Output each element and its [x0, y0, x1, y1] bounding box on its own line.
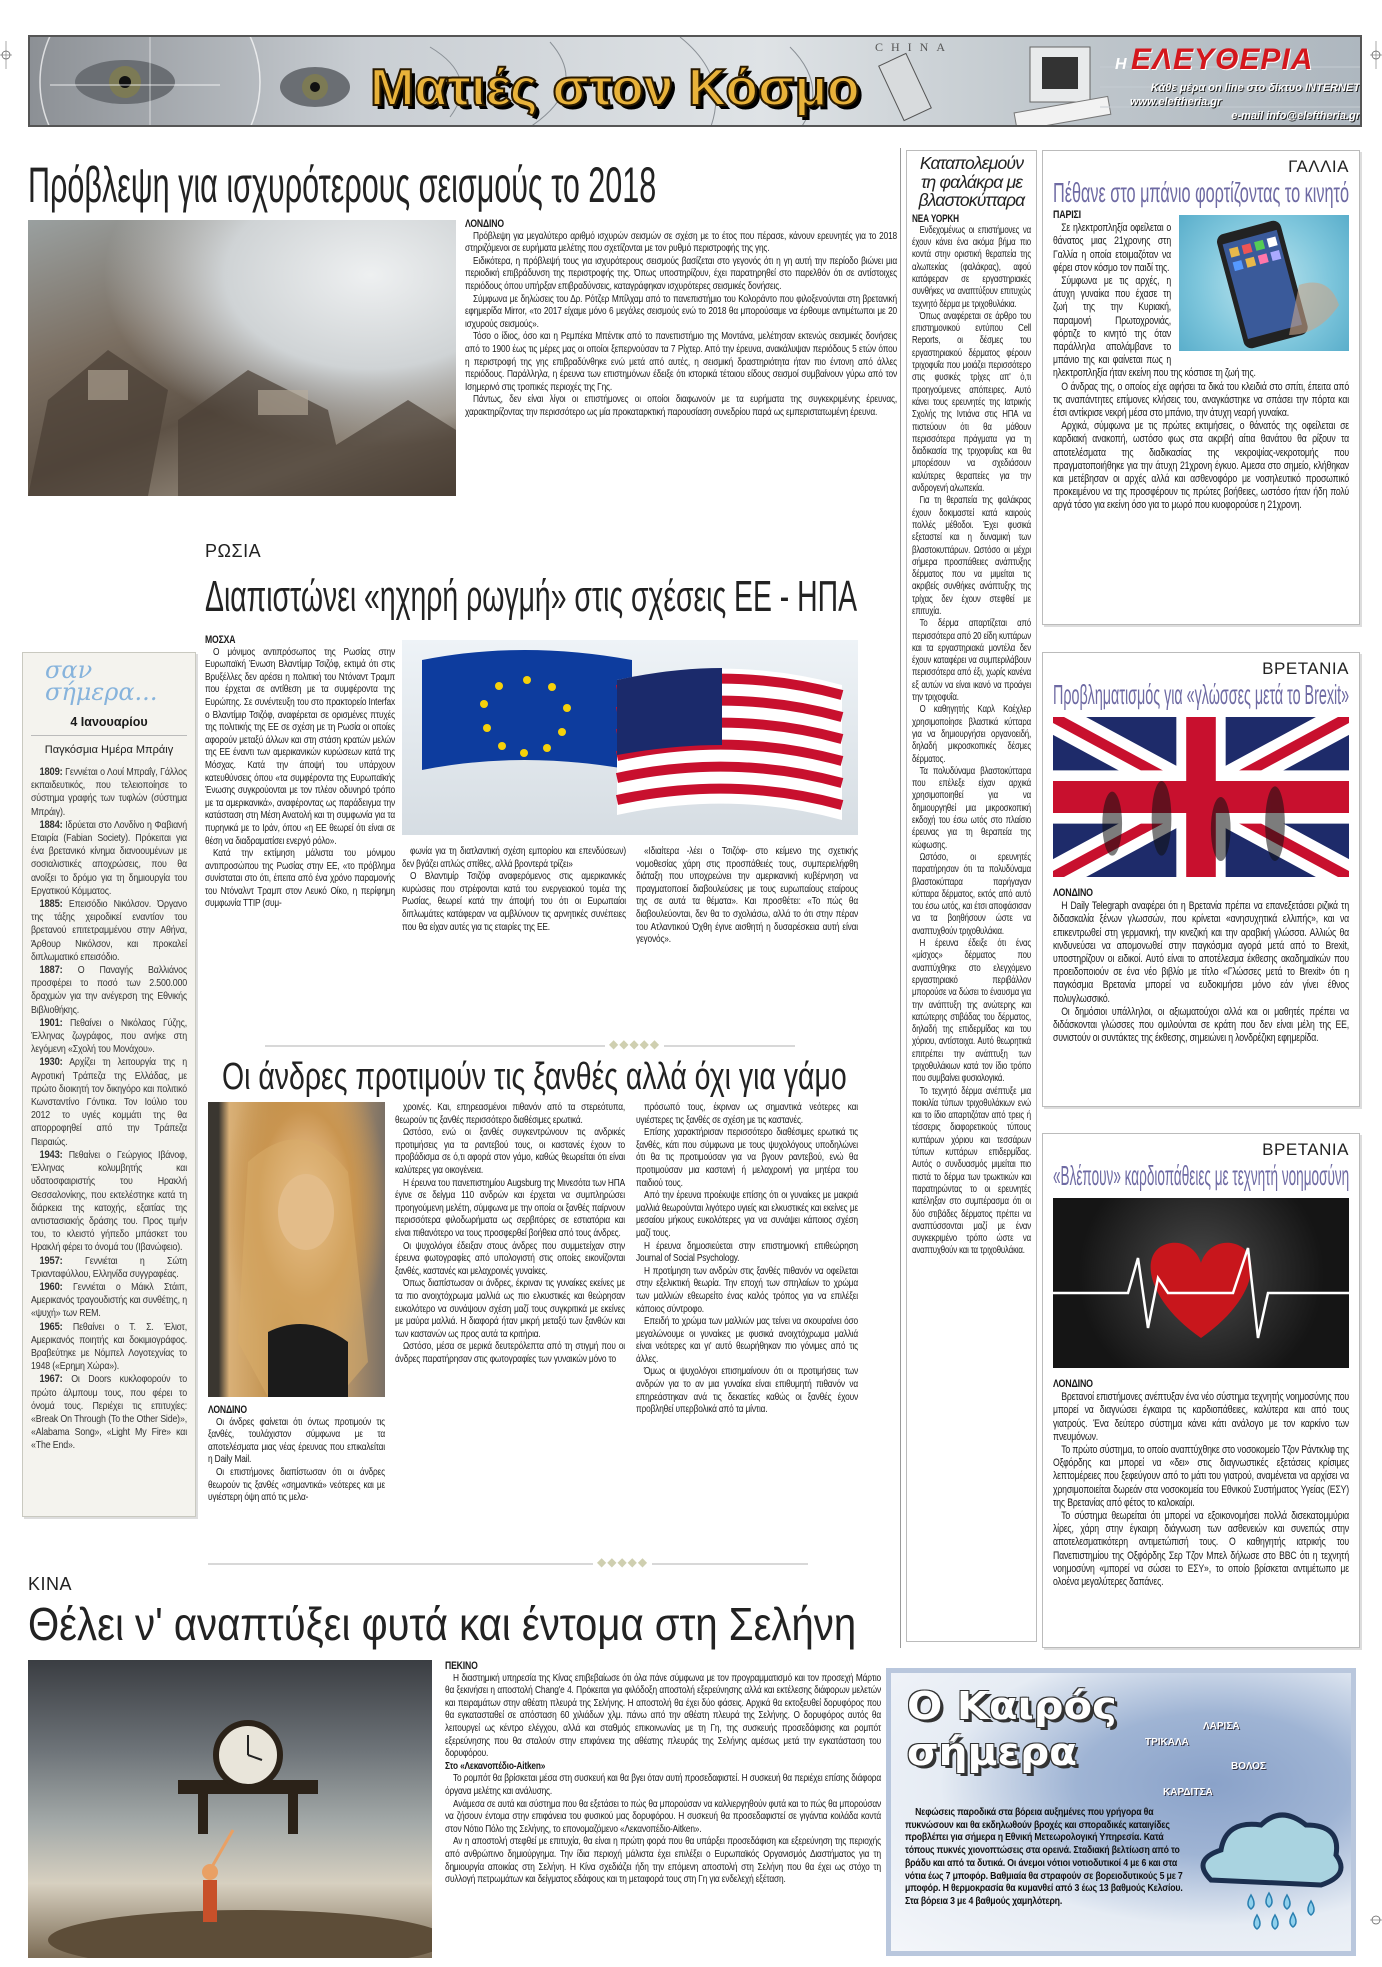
dateline: ΛΟΝΔΙΝΟ [465, 218, 504, 230]
paragraph: Η έρευνα του πανεπιστημίου Augsburg της Μινεσότα των ΗΠΑ έγινε σε δείγμα 110 ανδρών και έρχεται να συμπληρώσει προηγούμενη μελέτη, σύμφωνα με την οποία οι ξανθές παίρνουν περισσότερα φιλοδωρήματα ως σερβιτόρες σε εστιατόρια και είναι πιθανότερο να τους προσφερθεί βοήθεια από τους άνδρες. [395, 1177, 625, 1239]
russia-body-col3 [636, 846, 858, 947]
dateline: ΠΕΚΙΝΟ [445, 1660, 478, 1672]
registration-mark [1370, 35, 1382, 75]
email-link[interactable]: e-mail info@eleftheria.gr [1231, 110, 1360, 122]
section-divider: ◆◆◆◆◆ [265, 1045, 795, 1047]
paragraph: Οι άνδρες φαίνεται ότι όντως προτιμούν τις ξανθές, τουλάχιστον σύμφωνα με τα αποτελέσματα μιας νέας έρευνας που επικαλείται η Daily Mail. [208, 1416, 385, 1466]
paragraph: Από την έρευνα προέκυψε επίσης ότι οι γυναίκες με μακριά μαλλιά θεωρούνται λιγότερο υγιείς και ελκυστικές και εκείνες με μεσαίου μήκους ευκολότερες για να συνάψει κάποιος σχέση μαζί τους. [636, 1190, 858, 1239]
entry-text: Πεθαίνει ο Γεώργιος Ιβάνοφ, Έλληνας κολυμβητής και υδατοσφαιριστής του Ηρακλή Θεσσαλονίκης, που εκτελέστηκε κατά τη διάρκεια της κατοχής, εξαιτίας της αντιστασιακής δράσης του. Προς τιμήν του, το κλειστό γήπεδο μπάσκετ του Ηρακλή φέρει το όνομά του (Ιβανώφειο). [31, 1149, 188, 1254]
on-this-day-entry [31, 1281, 187, 1321]
paragraph: Τα πολυδύναμα βλαστοκύτταρα που επέλεξε είχαν αρχικά χρησιμοποιηθεί για να δημιουργηθεί μια μικροσκοπική εκδοχή του έσω ωτός στο πλαίσιο έρευνας για τη θεραπεία της κώφωσης. [912, 765, 1031, 851]
paragraph: Το πρώτο σύστημα, το οποίο αναπτύχθηκε στο νοσοκομείο Τζον Ράντκλιφ της Οξφόρδης και μπορεί να «δει» στις διαγνωστικές εξετάσεις κρίσιμες λεπτομέρειες που ξεφεύγουν από το μάτι του γιατρού, αναμένεται να αρχίσει να χρησιμοποιείται δωρεάν στα νοσοκομεία του Εθνικού Συστήματος Υγείας (ΕΣΥ) της Βρετανίας από φέτος το καλοκαίρι. [1053, 1444, 1349, 1509]
text-column [395, 1102, 625, 1366]
brexit-body [1053, 887, 1349, 1045]
paragraph: Το ρομπότ θα βρίσκεται μέσα στη συσκευή και θα βγει όταν αυτή προσεδαφιστεί. Η συσκευή θα περιέχει επίσης διάφορα όργανα μελέτης και ανάλυσης. [445, 1773, 881, 1797]
country-label: ΓΑΛΛΙΑ [1288, 157, 1349, 176]
paragraph: Η προτίμηση των ανδρών στις ξανθές πιθανόν να οφείλεται στην εξελικτική θεωρία. Την εποχή των σπηλαίων το χρώμα των μαλλιών εθεωρείτο ένας καλός τρόπος για να επιλέξει κάποιος σύντροφο. [636, 1265, 858, 1315]
paragraph: Σε ηλεκτροπληξία οφείλεται ο θάνατος μιας 21χρονης στη Γαλλία η οποία ετοιμαζόταν να φέρει στον κόσμο τον παιδί της. [1053, 222, 1172, 274]
paragraph: Τόσο ο ίδιος, όσο και η Ρεμπέκα Μπέντικ από το πανεπιστήμιο της Μοντάνα, μελέτησαν εκτενώς σεισμικές δονήσεις από το 1900 έως τις μέρες μας οι οποίοι ξεπερνούσαν τα 7 Ρίχτερ. Από την έρευνα, ανακάλυψαν περιόδους 5 ετών όπου η περιστροφή της γης επιβραδύνθηκε ενώ μετά από αυτές, η σεισμική δραστηριότητα ήταν πιο έντονη από άλλες περιόδους. Παράλληλα, η έρευνα των επιστημόνων έδειξε ότι ιστορικά τέτοιου είδους σεισμοί συμβαίνουν γύρω από τον Ισημερινό στις τροπικές περιοχές της Γης. [465, 331, 897, 393]
quake-body [465, 218, 897, 420]
on-this-day-entry [31, 1373, 187, 1452]
entry-text: Ιδρύεται στο Λονδίνο η Φαβιανή Εταιρία (Fabian Society). Πρόκειται για ένα βρετανικό κίνημα διανοουμένων με σοσιαλιστικές αποχρώσεις, που θα ανοίξει το δρόμο για τη δημιουργία του Εργατικού Κόμματος. [31, 819, 188, 897]
moon-clock-photo [28, 1660, 432, 1958]
text-column [636, 846, 858, 947]
brexit-article [1042, 652, 1360, 1107]
world-day: Παγκόσμια Ημέρα Μπράιγ [44, 744, 174, 756]
russia-body-col2 [402, 846, 626, 934]
entry-year: 1809: [39, 766, 63, 778]
baldness-article [906, 150, 1037, 1642]
entry-year: 1960: [39, 1280, 63, 1293]
weather-forecast: Νεφώσεις παροδικά στα βόρεια αυξημένες που γρήγορα θα πυκνώσουν και θα εκδηλωθούν βροχές και σποραδικές καταιγίδες προβλέπει για σήμερα η Εθνική Μετεωρολογική Υπηρεσία. Κατά τόπους πυκνές χιονοπτώσεις στα ορεινά. Σταδιακή βελτίωση από το βράδυ και από τα δυτικά. Οι άνεμοι νότιοι νοτιοδυτικοί 4 με 6 και στα νότια έως 7 μποφόρ. Βαθμιαία θα στραφούν σε βορειοδυτικούς 5 με 7 μποφόρ. Η θερμοκρασία θα κυμανθεί από 3 έως 13 βαθμούς Κελσίου. Στα βόρεια 3 με 4 βαθμούς χαμηλότερη. [905, 1807, 1183, 1907]
entry-text: Οι Doors κυκλοφορούν το πρώτο άλμπουμ τους, που φέρει το όνομά τους. Περιέχει τις επιτυχίες: «Break On Through (To the Other Side)», «Alabama Song», «Light My Fire» και «The End». [31, 1374, 187, 1452]
entry-text: Γεννιέται ο Μάικλ Στάιπ, Αμερικανός τραγουδιστής και συνθέτης, η «ψυχή» των REM. [31, 1281, 188, 1320]
paragraph: Το σύστημα θεωρείται ότι μπορεί να εξοικονομήσει πολλά δισεκατομμύρια λίρες, χάρη στην έγκαιρη διάγνωση των ασθενειών και συνεπώς στην αποτελεσματικότερη αντιμετώπισή τους. Ο καθηγητής ιατρικής του Πανεπιστημίου της Οξφόρδης Σερ Τζον Μπελ δήλωσε στο BBC ότι η τεχνητή νοημοσύνη «μπορεί να σώσει το ΕΣΥ», το οποίο βρίσκεται αντιμέτωπο με ολοένα μεγαλύτερες δαπάνες. [1053, 1510, 1349, 1589]
paragraph: Ο άνδρας της, ο οποίος είχε αφήσει τα δικά του κλειδιά στο σπίτι, έπειτα από τις αναπάντητες επίμονες κλήσεις του, αναγκάστηκε να σπάσει την πόρτα και έτσι αντίκρισε νεκρή μέσα στο μπάνιο, την άτυχη νεαρή γυναίκα. [1053, 380, 1349, 420]
paragraph: φωνία για τη διατλαντική σχέση εμπορίου και επενδύσεων) δεν βγάζει απλώς σπίθες, αλλά βροντερά τρίζει» [402, 846, 626, 870]
paragraph: Η έρευνα έδειξε ότι ένας «μίσχος» δέρματος που αναπτύχθηκε στο ελεγχόμενο εργαστηριακό περιβάλλον μπορούσε να δώσει το έναυσμα για την ανάπτυξη της ανώτερης και κατώτερης στιβάδας του δέρματος, δηλαδή της επιδερμίδας και του χόριου, αντίστοιχα. Αυτό θεωρητικά επιτρέπει την ανάπτυξη των τριχοθυλάκιων κατά τον ίδιο τρόπο που συμβαίνει φυσιολογικά. [912, 938, 1031, 1085]
russia-body-col1 [205, 634, 395, 911]
heart-headline: «Βλέπουν» καρδιοπάθειες με τεχνητή νοημοσύνη [1053, 1160, 1350, 1191]
section-title: Ματιές στον Κόσμο [370, 59, 860, 117]
weather-title: Ο Καιρός σήμερα [907, 1684, 1117, 1774]
paragraph: Βρετανοί επιστήμονες ανέπτυξαν ένα νέο σύστημα τεχνητής νοημοσύνης που μπορεί να διαγνώσει έγκαιρα τις καρδιοπάθειες, καλύτερα και από τους γιατρούς. Ένα δεύτερο σύστημα κάνει κάτι ανάλογο με τον καρκίνο των πνευμόνων. [1053, 1391, 1349, 1443]
city-label: ΚΑΡΔΙΤΣΑ [1163, 1787, 1213, 1798]
text-column [1053, 1378, 1349, 1589]
entry-text: Γεννιέται ο Λουί Μπραΐγ, Γάλλος εκπαιδευτικός, που τελειοποίησε το σύστημα γραφής των τυφλών (σύστημα Μπράιγ). [31, 767, 188, 818]
paragraph: Ειδικότερα, η πρόβλεψή τους για ισχυρότερους σεισμούς βασίζεται στο γεγονός ότι η γη αυτή την περίοδο βιώνει μια περιοδική επιβράδυνση της περιστροφής της. Όπως υποστηρίζουν, έχει παρατηρηθεί στο παρελθόν ότι σε αντίστοιχες περιόδους όπου υπήρξαν επιβραδύνσεις, καταγράφηκαν ισχυρότερες σεισμικές δονήσεις. [465, 255, 897, 292]
paragraph: Αρχικά, σύμφωνα με τις πρώτες εκτιμήσεις, ο θάνατός της οφείλεται σε καρδιακή ανακοπή, ωστόσο φως στα ακριβή αίτια θανάτου θα ρίξουν τα αποτελέσματα της διαδικασίας της νεκροψίας-νεκροτομής που πραγματοποιήθηκε για την άτυχη 21χρονη έγκυο. Αμεσα στο σημείο, κλήθηκαν και μετέβησαν οι αρχές αλλά και ασθενοφόρο με νοσηλευτικό προσωπικό προκειμένου να της προσφέρουν τις πρώτες βοήθειες, ωστόσο ήταν ήδη πολύ αργά τόσο για εκείνη όσο για το μωρό που κυοφορούσε η 21χρονη. [1053, 420, 1349, 512]
tagline: Κάθε μέρα on line στο δίκτυο INTERNET [1150, 82, 1360, 94]
text-column [445, 1660, 881, 1887]
entry-text: Ο Παναγής Βαλλιάνος προσφέρει το ποσό των 2.500.000 δραχμών για την ανέγερση της Εθνικής Βιβλιοθήκης. [31, 965, 187, 1016]
paragraph: Όπως αναφέρεται σε άρθρο του επιστημονικού εντύπου Cell Reports, οι δέσμες του εργαστηριακού δέρματος φέρουν τριχοφυΐα που μοιάζει περισσότερο στις φυσικές τρίχες απ' ό,τι προηγούμενες απόπειρες. Αυτό κάνει τους ερευνητές της Ιατρικής Σχολής της Ιντιάνα στις ΗΠΑ να πιστεύουν ότι θα μάθουν περισσότερα πράγματα για τη διαδικασία της τριχοφυΐας και θα μπορέσουν να σχεδιάσουν καλύτερες θεραπείες για την ανδρογενή αλωπεκία. [912, 310, 1031, 495]
on-this-day-entry [31, 1149, 187, 1255]
heart-ecg-photo [1053, 1198, 1349, 1368]
paragraph: «Ιδιαίτερα -λέει ο Τσιζόφ- στο κείμενο της σχετικής νομοθεσίας χάρη στις προσπάθειές τους, συμπεριελήφθη διάταξη που υποχρεώνει την αμερικανική κυβέρνηση να πραγματοποιεί διαβουλεύσεις με τους ευρωπαίους εταίρους της σε αυτά τα θέματα». Και προσθέτει: «Το πώς θα διαβουλεύονται, δεν θα το σχολιάσω, αλλά το ότι στην πέραν του Ατλαντικού Όχθη έγινε αισθητή η δυσαρέσκεια αυτή είναι γεγονός». [636, 846, 858, 946]
paragraph: Η Daily Telegraph αναφέρει ότι η Βρετανία πρέπει να επανεξετάσει ριζικά τη διδασκαλία ξένων γλωσσών, που κρίνεται «ανησυχητικά ελλιπής», και να επικεντρωθεί στη γερμανική, την κινεζική και την αραβική γλώσσα. Αλλιώς θα κινδυνεύσει να απομονωθεί στην παγκόσμια αγορά μετά από το Brexit, υποστηρίζουν οι ειδικοί. Αυτό είναι το αποτέλεσμα έκθεσης ακαδημαϊκών που προειδοποιούν σε ένα νέο βιβλίο με τίτλο «Γλώσσες μετά το Brexit» ότι η παγκόσμια Βρετανία μπορεί να ευδοκιμήσει μόνο εάν γίνει έθνος πολυγλωσσικό. [1053, 900, 1349, 1005]
paragraph: πρόσωπό τους, έκριναν ως σημαντικά νεότερες και υγιέστερες τις ξανθές σε σχέση με τις καστανές. [636, 1102, 858, 1126]
entry-year: 1930: [39, 1056, 63, 1069]
text-column [1053, 209, 1349, 513]
paragraph: Οι δημόσιοι υπάλληλοι, οι αξιωματούχοι αλλά και οι μαθητές πρέπει να διδάσκονται γλώσσες που ομιλούνται σε κράτη που δεν είναι μέλη της ΕΕ, συνιστούν οι συντάκτες της έκθεσης, σημειώνει η λονδρέζικη εφημερίδα. [1053, 1005, 1349, 1045]
map-label: CHINA [875, 40, 953, 54]
registration-mark [1370, 1900, 1382, 1940]
city-label: ΛΑΡΙΣΑ [1203, 1721, 1240, 1732]
dateline: ΛΟΝΔΙΝΟ [1053, 1378, 1093, 1390]
column-rule [900, 148, 901, 1648]
paragraph: Ο καθηγητής Καρλ Κοέχλερ χρησιμοποίησε βλαστικά κύτταρα για να δημιουργήσει οργανοειδή, δηλαδή μικροσκοπικές δέσμες δέρματος. [912, 704, 1031, 765]
paragraph: Η έρευνα δημοσιεύεται στην επιστημονική επιθεώρηση Journal of Social Psychology. [636, 1240, 858, 1265]
country-label: ΒΡΕΤΑΝΙΑ [1262, 1140, 1349, 1159]
on-this-day-title: σαν σήμερα... [45, 656, 158, 706]
baldness-headline: Καταπολεμούν τη φαλάκρα με βλαστοκύτταρα [918, 153, 1025, 210]
text-column [912, 213, 1031, 1258]
dateline: ΠΑΡΙΣΙ [1053, 209, 1081, 221]
on-this-day-entry [31, 819, 187, 898]
entry-year: 1901: [39, 1016, 63, 1029]
section-banner [28, 35, 1362, 127]
quake-headline: Πρόβλεψη για ισχυρότερους σεισμούς το 2018 [28, 157, 657, 213]
paragraph: Σύμφωνα με τις αρχές, η άτυχη γυναίκα που έχασε τη ζωή της την Κυριακή, παραμονή Πρωτοχρονιάς, φόρτιζε το κινητό της όταν παράλληλα απολάμβανε το μπάνιο της και φαίνεται πως η ηλεκτροπληξία ήταν εκείνη που της κόστισε τη ζωή της. [1053, 275, 1256, 380]
paragraph: Αν η αποστολή στεφθεί με επιτυχία, θα είναι η πρώτη φορά που θα υπάρξει προσεδάφιση και εξερεύνηση της περιοχής από ανθρώπινο δημιούργημα. Την ίδια περιοχή μάλιστα έχει επιλέξει ο Ευρωπαϊκός Οργανισμός Διαστήματος για τη δημιουργία αποικίας στη Σελήνη. Η Κίνα σχεδιάζει ήδη την επόμενη αποστολή στη Σελήνη που θα έχει ως στόχο τη συλλογή πετρωμάτων και δείγματος εδάφους και τη μεταφορά τους στη Γη για ενδελεχή εξέταση. [445, 1836, 881, 1886]
paragraph: Κατά την εκτίμηση μάλιστα του μόνιμου αντιπροσώπου της Ρωσίας στην ΕΕ, «το πρόβλημα συνίσταται στο ότι, έπειτα από ένα χρόνο παραμονής του Ντόναλντ Τραμπ στον Λευκό Οίκο, η περίφημη συμφωνία TTIP (συμ- [205, 848, 395, 910]
date: 4 Ιανουαρίου [31, 715, 187, 736]
entry-year: 1943: [39, 1148, 63, 1161]
country-label: ΒΡΕΤΑΝΙΑ [1262, 659, 1349, 678]
france-article [1042, 150, 1360, 625]
paragraph: Όπως διαπίστωσαν οι άνδρες, έκριναν τις γυναίκες εκείνες με τα πιο ανοιχτόχρωμα μαλλιά ως πιο ελκυστικές και θεώρησαν ευκολότερο να συνάψουν σχέση μαζί τους συγκριτικά με εκείνες με μαύρα μαλλιά. Η διαφορά ήταν μικρή μεταξύ των ξανθών και των καστανών ως προς αυτά τα κριτήρια. [395, 1278, 625, 1340]
website-link[interactable]: www.eleftheria.gr [1130, 96, 1222, 108]
china-headline: Θέλει ν' αναπτύξει φυτά και έντομα στη Σελήνη [28, 1598, 857, 1650]
on-this-day-sidebar [22, 652, 196, 1517]
section-divider: ◆◆◆◆◆ [208, 1563, 808, 1565]
dateline: ΛΟΝΔΙΝΟ [1053, 887, 1093, 899]
france-headline: Πέθανε στο μπάνιο φορτίζοντας το κινητό [1053, 177, 1349, 208]
entry-text: Αρχίζει τη λειτουργία της η Αγροτική Τράπεζα της Ελλάδας, με πρώτο διοικητή τον δικηγόρο και πολιτικό Κωνσταντίνο Γόντικα. Τον Ιούλιο του 2012 το υγιές κομμάτι της θα απορροφηθεί από την Τράπεζα Πειραιώς. [31, 1057, 187, 1148]
paragraph: Ο μόνιμος αντιπρόσωπος της Ρωσίας στην Ευρωπαϊκή Ένωση Βλαντίμιρ Τσιζόφ, εκτιμά ότι στις Βρυξέλλες δεν αρέσει η πολιτική του Ντόναντ Τραμπ που έρχεται σε αντίθεση με τα συμφέροντα της Ευρώπης. Σε συνέντευξη του στο πρακτορείο Interfax ο Βλαντίμιρ Τσιζόφ, αναφέρεται σε ορισμένες πτυχές της πολιτικής της ΕΕ σε σχέση με τη Ρωσία οι οποίες αφορούν μεταξύ άλλων και στη στάση κρατών μελών της ΕΕ έναντι των αμερικανικών κυρώσεων κατά της Μόσχας. Κατά την άποψή του υπάρχουν κατευθύνσεις όπου «τα συμφέροντα της Ευρωπαϊκής Ένωσης συγκρούονται με τον πλέον οδυνηρό τρόπο με τα αμερικανικά», αναφέροντας ως παράδειγμα την κατάσταση στη Μέση Ανατολή και τη συμφωνία για τα πυρηνικά με το Ιράν, όπου «η ΕΕ θεωρεί ότι είναι σε θέση να διαδραματίσει ενεργό ρόλο». [205, 646, 395, 847]
paragraph: Το τεχνητό δέρμα ανέπτυξε μια ποικιλία τύπων τριχοθυλάκιων ενώ και το ίδιο απαρτιζόταν από τρεις ή τέσσερις διαφορετικούς τύπους κυττάρων χόριου και τεσσάρων τύπων κυττάρων επιδερμίδας. Αυτός ο συνδυασμός μιμείται πιο πιστά το δέρμα των τρωκτικών και παρατηρώντας το οι ερευνητές κατέληξαν στο συμπέρασμα ότι οι δύο στιβάδες δέρματος πρέπει να αναπτύσσονται μαζί με έναν συγκεκριμένο τρόπο ώστε να αναπτυχθούν και τα τριχοθυλάκια. [912, 1085, 1031, 1257]
city-label: ΤΡΙΚΑΛΑ [1145, 1737, 1189, 1748]
entry-text: Επεισόδιο Νικόλσον. Όργανο της τάξης χειροδικεί εναντίον του βρετανού επιτετραμμένου στην Αθήνα, Άρθουρ Νικόλσον, και προκαλεί διπλωματικό επεισόδιο. [31, 899, 187, 963]
text-column [465, 218, 897, 420]
text-column [1053, 887, 1349, 1045]
blondes-body-col2 [395, 1102, 625, 1366]
dateline: ΜΟΣΧΑ [205, 634, 236, 646]
paragraph: Όμως οι ψυχολόγοι επισημαίνουν ότι οι προτιμήσεις των ανδρών για το αν μια γυναίκα είναι επιθυμητή πιθανόν να επηρεάστηκαν ανά τις δεκαετίες καθώς οι ξανθές έχουν προβληθεί υπερβολικά από τα μίντια. [636, 1366, 858, 1416]
paragraph: Ο Βλαντιμίρ Τσιζόφ αναφερόμενος στις αμερικανικές κυρώσεις που στρέφονται κατά του ενεργειακού τομέα της Ρωσίας, θεωρεί κατά την άποψή του ότι οι Ευρωπαίοι διπλωμάτες κατάφεραν να αμβλύνουν τις αρνητικές συνέπειες που θα είχαν αυτές για τις εταιρίες της ΕΕ. [402, 871, 626, 933]
blondes-body-col3 [636, 1102, 858, 1417]
paragraph: Επίσης χαρακτήρισαν περισσότερο διαθέσιμες ερωτικά τις ξανθές, κάτι που σύμφωνα με τους ψυχολόγους υποδηλώνει ότι θα τις προτιμούσαν για να βγουν ραντεβού, ενώ θα προτιμούσαν μια καστανή ή μελαχροινή για μητέρα του παιδιού τους. [636, 1127, 858, 1189]
eu-us-flags-photo [402, 640, 858, 835]
entry-year: 1957: [39, 1254, 63, 1267]
brand-logo: Η ΕΛΕΥΘΕΡΙΑ [1115, 43, 1314, 76]
on-this-day-entry [31, 1056, 187, 1148]
country-label: ΚΙΝΑ [28, 1574, 73, 1594]
heart-article [1042, 1133, 1360, 1648]
paragraph: χροινές. Και, επηρεασμένοι πιθανόν από τα στερεότυπα, θεωρούν τις ξανθές περισσότερο διαθέσιμες ερωτικά. [395, 1102, 625, 1126]
paragraph: Ωστόσο, οι ερευνητές παρατήρησαν ότι τα πολυδύναμα βλαστοκύτταρα παρήγαγαν κύτταρα δέρματος, εκτός από αυτό του έσω ωτός, και έτσι αποφάσισαν να τα βοηθήσουν ώστε να αναπτυχθούν τριχοθυλάκια. [912, 851, 1031, 937]
paragraph: Ωστόσο, μέσα σε μερικά δευτερόλεπτα από τη στιγμή που οι άνδρες παρατήρησαν στις φωτογραφίες των γυναικών μόνο το [395, 1341, 625, 1365]
earthquake-photo [28, 220, 456, 496]
on-this-day-entry [31, 1017, 187, 1057]
paragraph: Για τη θεραπεία της φαλάκρας έχουν δοκιμαστεί κατά καιρούς πολλές μέθοδοι. Έχει φυσικά εξεταστεί και η δυναμική των βλαστοκυττάρων. Ωστόσο οι μέχρι σήμερα προσπάθειες ανάπτυξης δέρματος που να μιμείται τις ακριβείς συνθήκες ανάπτυξης της τρίχας δεν έχουν στεφθεί με επιτυχία. [912, 495, 1031, 617]
heart-body [1053, 1378, 1349, 1589]
paragraph: Οι επιστήμονες διαπίστωσαν ότι οι άνδρες θεωρούν τις ξανθές «σημαντικά» νεότερες και με υγιέστερη όψη από τις μελα- [208, 1466, 385, 1504]
text-column [205, 634, 395, 911]
text-column [636, 1102, 858, 1417]
entry-text: Γεννιέται η Σώτη Τριανταφύλλου, Ελληνίδα συγγραφέας. [31, 1255, 187, 1280]
text-column [31, 766, 187, 1453]
weather-forecast-wrap [905, 1807, 1195, 1909]
on-this-day-entry [31, 898, 187, 964]
paragraph: Πρόβλεψη για μεγαλύτερο αριθμό ισχυρών σεισμών σε σχέση με το έτος που πέρασε, κάνουν ερευνητές για το 2018 στηριζόμενοι σε ευρήματα μελέτης που σχετίζονται με τον ρυθμό περιστροφής της γης. [465, 230, 897, 255]
rain-cloud-icon [1191, 1805, 1351, 1945]
entry-year: 1887: [39, 964, 63, 977]
on-this-day-entry [31, 1321, 187, 1374]
baldness-body [912, 213, 1031, 1258]
paragraph: Ωστόσο, ενώ οι ξανθές συγκεντρώνουν τις ανδρικές προτιμήσεις για τα ραντεβού τους, οι καστανές έχουν το προβάδισμα σε ό,τι αφορά στον γάμο, καθώς θεωρείται ότι είναι καλύτερες για οικογένεια. [395, 1127, 625, 1176]
paragraph: Το δέρμα απαρτίζεται από περισσότερα από 20 είδη κυττάρων και τα εργαστηριακά μοντέλα δεν έχουν καταφέρει να συμπεριλάβουν περισσότερα από έξι, χωρίς κανένα εξ αυτών να είναι ικανό να προάγει την τριχοφυΐα. [912, 618, 1031, 704]
paragraph: Η διαστημική υπηρεσία της Κίνας επιβεβαίωσε ότι όλα πάνε σύμφωνα με τον προγραμματισμό και τον προσεχή Μάρτιο θα ξεκινήσει η αποστολή Chang'e 4. Πρόκειται για φιλόδοξη αποστολή εξερεύνησης αλλά και εκτέλεσης διάφορων μελετών και πειραμάτων στην αθέατη πλευρά της Σελήνης. Η αποστολή θα έχει δύο φάσεις. Αρχικά θα εκτοξευθεί δορυφόρος που θα εγκατασταθεί σε απόσταση 60 χιλιάδων χλμ. πάνω από την αθέατη πλευρά της Σελήνης. Ο δορυφόρος αυτός θα λειτουργεί ως κέντρο ελέγχου, αλλά και σταθμός επικοινωνίας με τη Γη, της συσκευής προσεδάφισης και ρομπότ εξερεύνησης που θα σταλούν στην επιφάνεια της αθέατης πλευράς της Σελήνης αμέσως μετά την εγκατάσταση του δορυφόρου. [445, 1672, 881, 1760]
weather-box [886, 1668, 1356, 1956]
france-body [1053, 209, 1349, 513]
russia-headline: Διαπιστώνει «ηχηρή ρωγμή» στις σχέσεις ΕΕ - ΗΠΑ [205, 572, 858, 621]
on-this-day-entry [31, 964, 187, 1017]
union-jack-photo [1053, 717, 1349, 877]
photo-spacer [1171, 215, 1349, 355]
paragraph: Επειδή το χρώμα των μαλλιών μας τείνει να σκουραίνει όσο μεγαλώνουμε οι γυναίκες με φυσικά ανοιχτόχρωμα μαλλιά είναι νεότερες και γι' αυτό θεωρήθηκαν πιο γόνιμες από τις άλλες. [636, 1316, 858, 1365]
on-this-day-entry [31, 766, 187, 819]
paragraph: Οι ψυχολόγοι έδειξαν στους άνδρες που συμμετείχαν στην έρευνα φωτογραφίες από υπολογιστή στις οποίες εικονίζονται ξανθές, καστανές και μελαχροινές γυναίκες. [395, 1240, 625, 1277]
blondes-body-col1 [208, 1404, 385, 1505]
entry-text: Πεθαίνει ο Τ. Σ. Έλιοτ, Αμερικανός ποιητής και δοκιμιογράφος. Βραβεύτηκε με Νόμπελ Λογοτεχνίας το 1948 («Ερημη Χώρα»). [31, 1321, 187, 1373]
on-this-day-entry [31, 1255, 187, 1281]
entry-year: 1965: [39, 1320, 63, 1333]
entry-year: 1884: [39, 818, 63, 831]
paragraph: Ανάμεσα σε αυτά και σύστημα που θα εξετάσει το πώς θα μπορούσαν να καλλιεργηθούν φυτά και το πώς θα μπορούσαν να ζήσουν έντομα στην επιφάνεια του φυσικού μας δορυφόρου. Η συσκευή θα προσεδαφιστεί σε γιγάντια κοιλάδα κοντά στον Νότιο Πόλο της Σελήνης, το επονομαζόμενο «Λεκανοπέδιο-Aitken». [445, 1798, 881, 1835]
text-column [402, 846, 626, 934]
dateline: ΛΟΝΔΙΝΟ [208, 1404, 247, 1416]
entry-year: 1885: [39, 898, 63, 911]
entry-text: Πεθαίνει ο Νικόλαος Γύζης, Έλληνας ζωγράφος, που ανήκε στη λεγόμενη «Σχολή του Μονάχου». [31, 1017, 187, 1056]
blondes-headline: Οι άνδρες προτιμούν τις ξανθές αλλά όχι για γάμο [222, 1056, 847, 1098]
brexit-headline: Προβληματισμός για «γλώσσες μετά το Brexit» [1053, 679, 1350, 710]
country-label: ΡΩΣΙΑ [205, 541, 262, 561]
paragraph: Πάντως, δεν είναι λίγοι οι επιστήμονες οι οποίοι διαφωνούν με τα ευρήματα της συγκεκριμένης έρευνας, χαρακτηρίζοντας την περισσότερο ως μία προκαταρκτική παρουσίαση συνεδρίου παρά ως εμπεριστατωμένη έρευνα. [465, 394, 897, 418]
entry-year: 1967: [39, 1373, 63, 1386]
paragraph: Σύμφωνα με δηλώσεις του Δρ. Ρότζερ Μπίλχαμ από το πανεπιστήμιο του Κολοράντο που φιλοξενούνται στη βρετανική εφημερίδα Mirror, «το 2017 είχαμε μόνο 6 μεγάλες σεισμούς ενώ το 2018 θα μπορούσαμε να έρθουμε αντιμέτωποι με 20 ισχυρούς σεισμούς». [465, 293, 897, 330]
city-label: ΒΟΛΟΣ [1231, 1761, 1266, 1772]
dateline: ΝΕΑ ΥΟΡΚΗ [912, 212, 959, 225]
text-column [208, 1404, 385, 1505]
paragraph: Ενδεχομένως οι επιστήμονες να έχουν κάνει ένα ακόμα βήμα πιο κοντά στην οριστική θεραπεία της αλωπεκίας (φαλάκρας), αφού κατάφεραν σε εργαστηριακές συνθήκες να αναπτύξουν επιτυχώς τεχνητό δέρμα με τριχοθυλάκια. [912, 224, 1031, 310]
registration-mark [0, 35, 12, 75]
china-body [445, 1660, 881, 1887]
subheading: Στο «Λεκανοπέδιο-Aitken» [445, 1760, 546, 1772]
blonde-woman-photo [208, 1102, 385, 1397]
on-this-day-list [31, 766, 187, 1453]
